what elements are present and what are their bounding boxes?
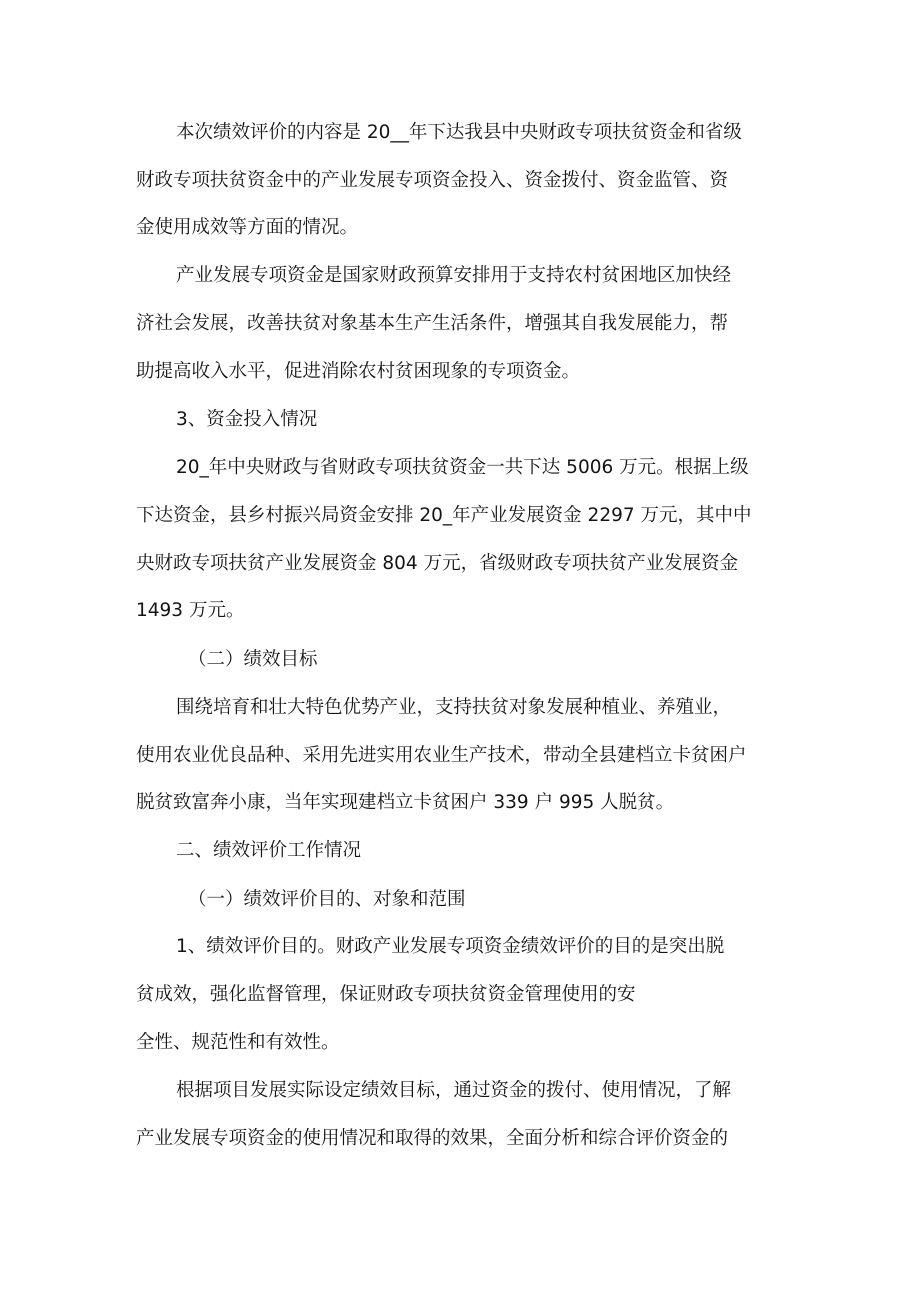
paragraph-line: 20_年中央财政与省财政专项扶贫资金一共下达 5006 万元。根据上级	[176, 457, 749, 478]
paragraph-line: 央财政专项扶贫产业发展资金 804 万元，省级财政专项扶贫产业发展资金	[136, 553, 739, 574]
paragraph-line: 贫成效，强化监督管理，保证财政专项扶贫资金管理使用的安	[136, 984, 636, 1005]
paragraph-line: 下达资金，县乡村振兴局资金安排 20_年产业发展资金 2297 万元，其中中	[136, 505, 752, 526]
paragraph-line: 1、绩效评价目的。财政产业发展专项资金绩效评价的目的是突出脱	[176, 936, 725, 957]
paragraph-line: 产业发展专项资金是国家财政预算安排用于支持农村贫困地区加快经	[176, 265, 732, 286]
paragraph-line: 助提高收入水平，促进消除农村贫困现象的专项资金。	[136, 361, 581, 382]
paragraph-line: 围绕培育和壮大特色优势产业，支持扶贫对象发展种植业、养殖业，	[176, 697, 732, 718]
paragraph-line: 1493 万元。	[136, 600, 245, 621]
paragraph-line: 脱贫致富奔小康，当年实现建档立卡贫困户 339 户 995 人脱贫。	[136, 792, 675, 813]
section-heading: （一）绩效评价目的、对象和范围	[188, 889, 466, 910]
section-heading: 二、绩效评价工作情况	[176, 840, 362, 861]
paragraph-line: 财政专项扶贫资金中的产业发展专项资金投入、资金拨付、资金监管、资	[136, 170, 729, 191]
paragraph-line: 本次绩效评价的内容是 20__年下达我县中央财政专项扶贫资金和省级	[176, 122, 742, 143]
section-heading: （二）绩效目标	[188, 649, 318, 670]
paragraph-line: 金使用成效等方面的情况。	[136, 217, 359, 238]
paragraph-line: 使用农业优良品种、采用先进实用农业生产技术，带动全县建档立卡贫困户	[136, 745, 747, 766]
paragraph-line: 产业发展专项资金的使用情况和取得的效果，全面分析和综合评价资金的	[136, 1128, 729, 1149]
paragraph-line: 济社会发展，改善扶贫对象基本生产生活条件，增强其自我发展能力，帮	[136, 313, 729, 334]
paragraph-line: 根据项目发展实际设定绩效目标，通过资金的拨付、使用情况，了解	[176, 1080, 732, 1101]
paragraph-line: 全性、规范性和有效性。	[136, 1032, 340, 1053]
section-heading: 3、资金投入情况	[176, 409, 318, 430]
